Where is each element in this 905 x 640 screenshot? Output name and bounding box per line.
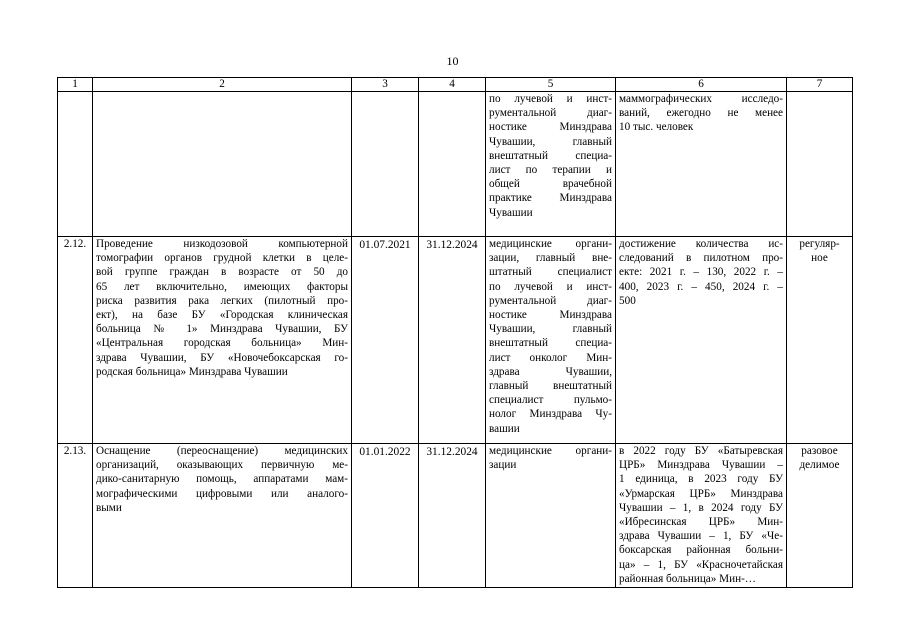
text-line: боксарская районная больни-: [619, 544, 783, 557]
type-cell: [787, 92, 853, 237]
start-date-cell: [352, 92, 419, 237]
text-line: ца» – 1, БУ «Красночетайская: [619, 558, 783, 571]
text-line: томографии органов грудной клетки в целе-: [96, 252, 348, 265]
text-line: 500: [619, 294, 636, 307]
text-line: медицинские органи-: [489, 238, 612, 250]
text-line: зации, главный вне-: [489, 252, 612, 265]
text-line: больница № 1» Минздрава Чувашии, БУ: [96, 323, 348, 336]
start-date-cell: 01.07.2021: [352, 237, 419, 444]
text-line: «Ибресинская ЦРБ» Мин-: [619, 516, 783, 529]
result-cell: [616, 237, 787, 444]
text-line: специалист пульмо-: [489, 394, 612, 407]
text-line: риска развития рака легких (пилотный про-: [96, 294, 348, 307]
responsible-cell: [486, 237, 616, 444]
column-number-row: [58, 78, 853, 92]
text-line: здрава Чувашии,: [489, 365, 612, 378]
text-line: рументальной диаг-: [489, 107, 612, 120]
text-line: «Урмарская ЦРБ» Минздрава: [619, 487, 783, 500]
end-date-cell: [419, 92, 486, 237]
start-date-cell: 01.01.2022: [352, 444, 419, 588]
column-header: 6: [616, 78, 787, 92]
text-line: медицинские органи-: [489, 445, 612, 457]
type-cell: [787, 444, 853, 588]
text-line: Чувашии, главный: [489, 135, 612, 148]
text-line: Проведение низкодозовой компьютерной: [96, 238, 348, 250]
text-line: вашии: [489, 422, 520, 435]
activity-cell: [93, 237, 352, 444]
text-line: районная больница» Мин-…: [619, 572, 756, 585]
text-line: организаций, оказывающих первичную ме-: [96, 459, 348, 472]
result-cell: [616, 444, 787, 588]
item-number-cell: 2.13.: [58, 444, 93, 588]
text-line: Оснащение (переоснащение) медицинских: [96, 445, 348, 457]
text-line: маммографических исследо-: [619, 93, 783, 105]
text-line: разовое: [801, 445, 838, 457]
text-line: лист онколог Мин-: [489, 351, 612, 364]
table-row: [58, 444, 853, 588]
text-line: по лучевой и инст-: [489, 93, 612, 105]
text-line: в 2022 году БУ «Батыревская: [619, 445, 783, 457]
item-number-cell: [58, 92, 93, 237]
text-line: зации: [489, 459, 517, 472]
text-line: выми: [96, 501, 122, 514]
column-header: 7: [787, 78, 853, 92]
text-line: нолог Минздрава Чу-: [489, 408, 612, 421]
text-line: здрава Чувашии, БУ «Новочебоксарская го-: [96, 351, 348, 364]
column-header: 2: [93, 78, 352, 92]
table-row: [58, 237, 853, 444]
text-line: внештатный специа-: [489, 337, 612, 350]
result-cell: [616, 92, 787, 237]
text-line: Чувашии, главный: [489, 323, 612, 336]
responsible-cell: [486, 92, 616, 237]
table-row: [58, 92, 853, 237]
type-cell: [787, 237, 853, 444]
text-line: главный внештатный: [489, 380, 612, 393]
text-line: «Центральная городская больница» Мин-: [96, 337, 348, 350]
text-line: родская больница» Минздрава Чувашии: [96, 365, 288, 378]
text-line: регуляр-: [799, 238, 840, 250]
text-line: практике Минздрава: [489, 192, 612, 205]
activity-cell: [93, 92, 352, 237]
text-line: достижение количества ис-: [619, 238, 783, 250]
column-header: 5: [486, 78, 616, 92]
text-line: ностике Минздрава: [489, 121, 612, 134]
text-line: внештатный специа-: [489, 149, 612, 162]
text-line: 10 тыс. человек: [619, 121, 694, 134]
text-line: ект), на базе БУ «Городская клиническая: [96, 309, 348, 322]
text-line: ЦРБ» Минздрава Чувашии –: [619, 459, 783, 472]
activity-cell: [93, 444, 352, 588]
text-line: рументальной диаг-: [489, 294, 612, 307]
text-line: следований в пилотном про-: [619, 252, 783, 265]
responsible-cell: [486, 444, 616, 588]
text-line: дико-санитарную помощь, аппаратами мам-: [96, 473, 348, 486]
text-line: 65 лет включительно, имеющих факторы: [96, 280, 348, 293]
end-date-cell: 31.12.2024: [419, 237, 486, 444]
text-line: вой группе граждан в возрасте от 50 до: [96, 266, 348, 279]
item-number-cell: 2.12.: [58, 237, 93, 444]
column-header: 4: [419, 78, 486, 92]
text-line: общей врачебной: [489, 178, 612, 191]
text-line: Чувашии: [489, 206, 533, 219]
column-header: 1: [58, 78, 93, 92]
text-line: ваний, ежегодно не менее: [619, 107, 783, 120]
text-line: ностике Минздрава: [489, 309, 612, 322]
column-header: 3: [352, 78, 419, 92]
page-number: 10: [446, 54, 459, 68]
text-line: лист по терапии и: [489, 164, 612, 177]
text-line: здрава Чувашии – 1, БУ «Че-: [619, 530, 783, 543]
text-line: мографическими цифровыми или аналого-: [96, 487, 348, 500]
text-line: делимое: [799, 459, 840, 472]
plan-table: [57, 77, 853, 588]
text-line: штатный специалист: [489, 266, 612, 279]
end-date-cell: 31.12.2024: [419, 444, 486, 588]
text-line: ное: [811, 252, 828, 265]
text-line: 400, 2023 г. – 450, 2024 г. –: [619, 280, 783, 293]
text-line: екте: 2021 г. – 130, 2022 г. –: [619, 266, 783, 279]
text-line: Чувашии – 1, в 2024 году БУ: [619, 501, 783, 514]
text-line: 1 единица, в 2023 году БУ: [619, 473, 783, 486]
text-line: по лучевой и инст-: [489, 280, 612, 293]
